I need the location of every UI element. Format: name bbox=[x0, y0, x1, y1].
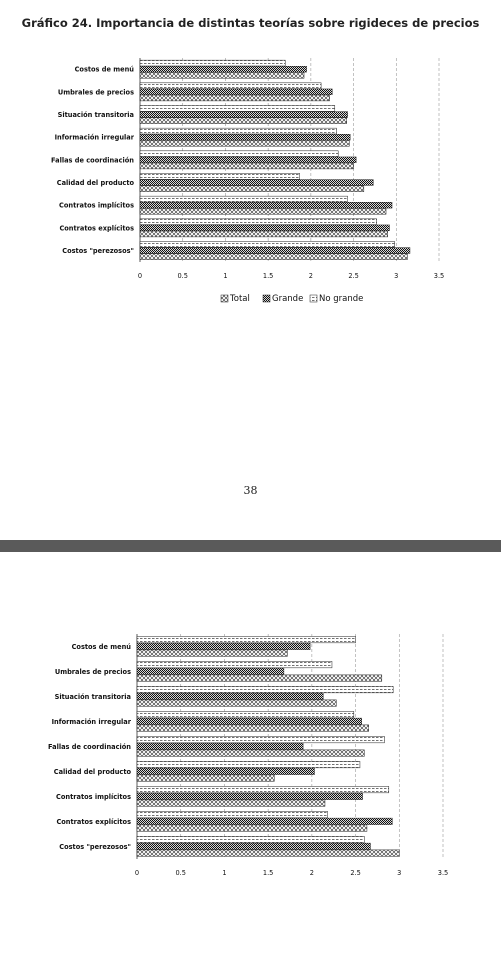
category-label: Información irregular bbox=[54, 133, 134, 142]
category-label: Contratos explícitos bbox=[59, 224, 134, 233]
x-tick-label: 3 bbox=[397, 869, 402, 877]
bar-total-situacion-transitoria bbox=[140, 118, 347, 124]
bar-no-grande-contratos-implicitos bbox=[137, 786, 389, 792]
category-label: Contratos explícitos bbox=[56, 817, 131, 826]
legend-label-grande: Grande bbox=[272, 294, 304, 304]
bar-grande-costos-de-menu bbox=[137, 643, 310, 649]
category-label: Costos "perezosos" bbox=[62, 246, 134, 255]
bar-grande-fallas-de-coordinacion bbox=[137, 743, 303, 749]
bar-grande-contratos-explicitos bbox=[140, 225, 389, 231]
bar-no-grande-calidad-del-producto bbox=[140, 173, 300, 179]
category-label: Situación transitoria bbox=[54, 692, 131, 701]
bar-total-contratos-implicitos bbox=[140, 208, 386, 214]
x-tick-label: 3 bbox=[394, 272, 399, 280]
bar-grande-costos-perezosos bbox=[137, 843, 370, 849]
bar-total-calidad-del-producto bbox=[140, 186, 364, 192]
bar-grande-contratos-explicitos bbox=[137, 818, 392, 824]
bar-grande-umbrales-de-precios bbox=[140, 89, 332, 95]
document-page-bottom bbox=[0, 552, 501, 881]
bar-total-contratos-explicitos bbox=[137, 825, 367, 831]
category-label: Situación transitoria bbox=[57, 110, 134, 119]
chart-title: Gráfico 24. Importancia de distintas teorías sobre rigideces de precios bbox=[21, 16, 480, 30]
page-number: 38 bbox=[243, 484, 258, 497]
bar-no-grande-costos-perezosos bbox=[140, 241, 395, 247]
category-label: Calidad del producto bbox=[53, 767, 131, 776]
category-label: Fallas de coordinación bbox=[48, 742, 131, 751]
category-label: Contratos implícitos bbox=[59, 201, 134, 210]
x-tick-label: 2 bbox=[309, 869, 314, 877]
bar-no-grande-informacion-irregular bbox=[137, 711, 354, 717]
category-label: Costos "perezosos" bbox=[59, 842, 131, 851]
bar-total-informacion-irregular bbox=[137, 725, 369, 731]
x-tick-label: 1.5 bbox=[262, 272, 274, 280]
bar-no-grande-costos-de-menu bbox=[137, 636, 356, 642]
bar-total-costos-perezosos bbox=[137, 850, 399, 856]
category-label: Umbrales de precios bbox=[57, 88, 134, 97]
legend-label-no-grande: No grande bbox=[319, 294, 364, 304]
bar-grande-fallas-de-coordinacion bbox=[140, 157, 356, 163]
bar-total-situacion-transitoria bbox=[137, 700, 336, 706]
bar-total-costos-de-menu bbox=[137, 650, 287, 656]
bar-no-grande-situacion-transitoria bbox=[140, 105, 335, 111]
bar-grande-informacion-irregular bbox=[140, 134, 350, 140]
bar-total-costos-de-menu bbox=[140, 72, 304, 78]
x-tick-label: 0.5 bbox=[177, 272, 188, 280]
bar-no-grande-contratos-explicitos bbox=[137, 811, 328, 817]
bar-total-fallas-de-coordinacion bbox=[137, 750, 364, 756]
x-tick-label: 0 bbox=[137, 272, 143, 280]
bar-no-grande-informacion-irregular bbox=[140, 128, 336, 134]
category-label: Costos de menú bbox=[71, 642, 131, 651]
bar-total-contratos-implicitos bbox=[137, 800, 325, 806]
x-tick-label: 1 bbox=[222, 869, 227, 877]
bar-grande-calidad-del-producto bbox=[137, 768, 314, 774]
category-label: Información irregular bbox=[51, 717, 131, 726]
bar-total-informacion-irregular bbox=[140, 140, 349, 146]
bar-no-grande-umbrales-de-precios bbox=[140, 83, 321, 89]
bar-no-grande-calidad-del-producto bbox=[137, 761, 360, 767]
x-tick-label: 1 bbox=[223, 272, 228, 280]
bar-grande-situacion-transitoria bbox=[140, 112, 348, 118]
bar-no-grande-fallas-de-coordinacion bbox=[140, 151, 338, 157]
x-tick-label: 2 bbox=[308, 272, 313, 280]
legend-swatch-grande bbox=[263, 295, 270, 302]
bar-grande-costos-perezosos bbox=[140, 248, 410, 254]
x-tick-label: 2.5 bbox=[348, 272, 359, 280]
category-label: Calidad del producto bbox=[56, 178, 134, 187]
bar-total-fallas-de-coordinacion bbox=[140, 163, 354, 169]
bar-total-contratos-explicitos bbox=[140, 231, 388, 237]
bar-grande-costos-de-menu bbox=[140, 66, 307, 72]
x-tick-label: 0 bbox=[134, 869, 140, 877]
bar-total-umbrales-de-precios bbox=[140, 95, 330, 101]
bar-total-umbrales-de-precios bbox=[137, 675, 382, 681]
category-label: Fallas de coordinación bbox=[51, 156, 134, 165]
x-tick-label: 3.5 bbox=[433, 272, 445, 280]
bar-no-grande-contratos-implicitos bbox=[140, 196, 348, 202]
legend-label-total: Total bbox=[230, 294, 250, 304]
legend-swatch-no-grande bbox=[310, 295, 317, 302]
bar-grande-calidad-del-producto bbox=[140, 180, 373, 186]
bar-total-calidad-del-producto bbox=[137, 775, 274, 781]
bar-grande-contratos-implicitos bbox=[137, 793, 363, 799]
bar-no-grande-costos-de-menu bbox=[140, 60, 285, 66]
category-label: Costos de menú bbox=[74, 65, 134, 74]
bar-no-grande-fallas-de-coordinacion bbox=[137, 736, 384, 742]
x-tick-label: 2.5 bbox=[350, 869, 361, 877]
bar-total-costos-perezosos bbox=[140, 254, 407, 260]
bar-no-grande-costos-perezosos bbox=[137, 836, 364, 842]
bar-grande-contratos-implicitos bbox=[140, 202, 392, 208]
x-tick-label: 0.5 bbox=[175, 869, 186, 877]
category-label: Contratos implícitos bbox=[56, 792, 131, 801]
bar-no-grande-contratos-explicitos bbox=[140, 219, 377, 225]
bar-grande-informacion-irregular bbox=[137, 718, 362, 724]
bar-no-grande-situacion-transitoria bbox=[137, 686, 393, 692]
bar-chart-top bbox=[0, 44, 501, 364]
category-label: Umbrales de precios bbox=[54, 667, 131, 676]
page-separator bbox=[0, 540, 501, 552]
legend-swatch-total bbox=[221, 295, 228, 302]
bar-chart-bottom bbox=[0, 634, 501, 954]
bar-grande-situacion-transitoria bbox=[137, 693, 323, 699]
x-tick-label: 1.5 bbox=[262, 869, 274, 877]
bar-no-grande-umbrales-de-precios bbox=[137, 661, 332, 667]
x-tick-label: 3.5 bbox=[437, 869, 449, 877]
bar-grande-umbrales-de-precios bbox=[137, 668, 284, 674]
